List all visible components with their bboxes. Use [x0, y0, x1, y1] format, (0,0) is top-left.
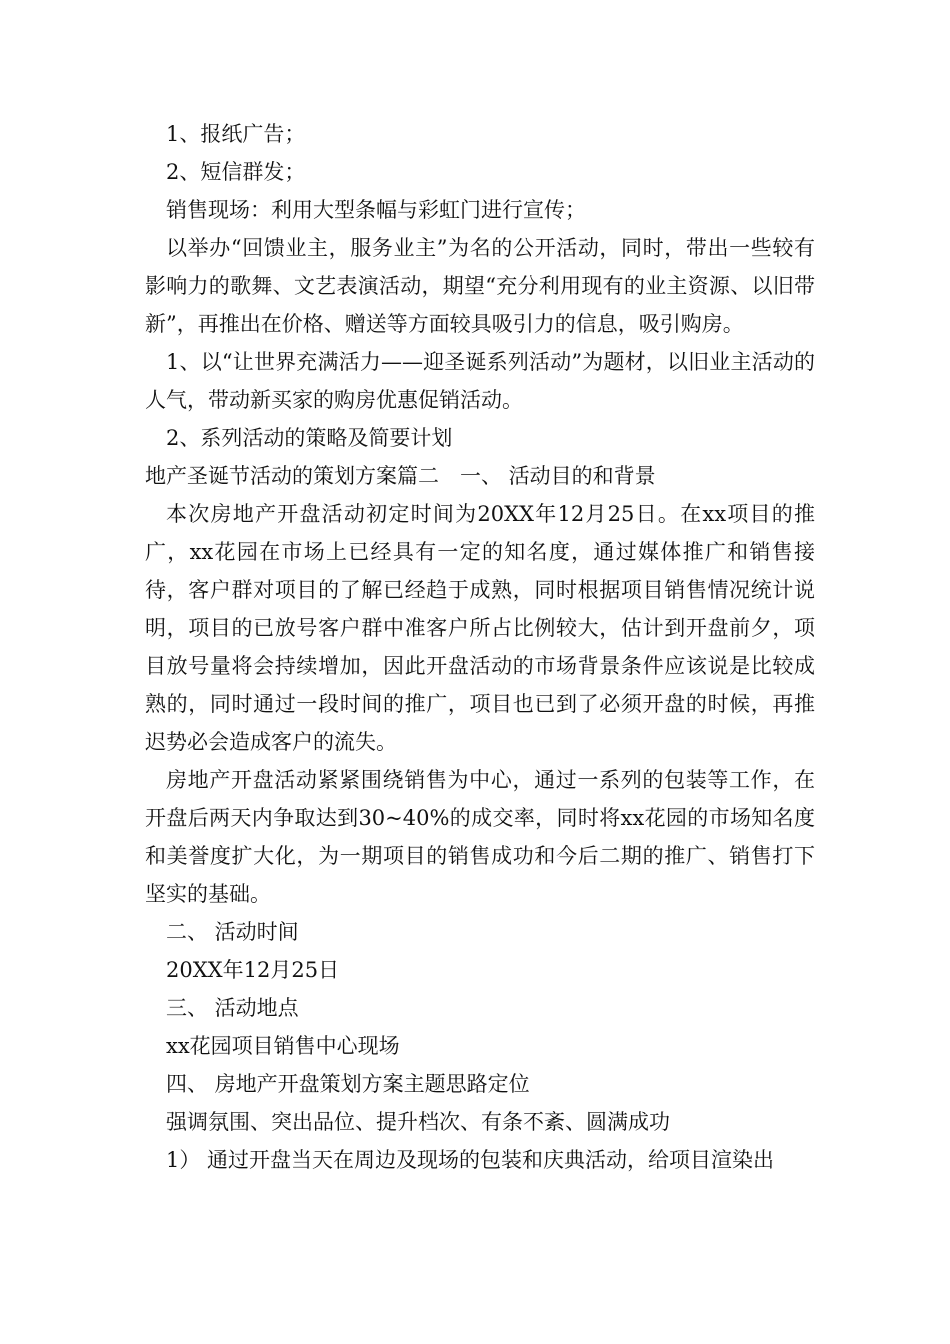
- paragraph-background: 本次房地产开盘活动初定时间为20XX年12月25日。在xx项目的推广，xx花园在市场上已经具有一定的知名度，通过媒体推广和销售接待，客户群对项目的了解已经趋于成熟，同时根据项目销售情况统计说明，项目的已放号客户群中准客户所占比例较大，估计到开盘前夕，项目放号量将会持续增加，因此开盘活动的市场背景条件应该说是比较成熟的，同时通过一段时间的推广，项目也已到了必须开盘的时候，再推迟势必会造成客户的流失。: [145, 502, 815, 754]
- paragraph-sms: 2、短信群发；: [166, 160, 306, 184]
- paragraph-strategy: 2、系列活动的策略及简要计划: [166, 426, 453, 450]
- document-body: [145, 115, 815, 1179]
- theme-keywords: 强调氛围、突出品位、提升档次、有条不紊、圆满成功: [166, 1110, 670, 1134]
- paragraph-sales-goal: 房地产开盘活动紧紧围绕销售为中心，通过一系列的包装等工作，在开盘后两天内争取达到30~40%的成交率，同时将xx花园的市场知名度和美誉度扩大化，为一期项目的销售成功和今后二期的推广、销售打下坚实的基础。: [145, 768, 815, 906]
- heading-event-time: 二、 活动时间: [166, 920, 299, 944]
- paragraph-newspaper-ad: 1、报纸广告；: [166, 122, 306, 146]
- paragraph-christmas-theme: 1、以“让世界充满活力——迎圣诞系列活动”为题材，以旧业主活动的人气，带动新买家的购房优惠促销活动。: [145, 350, 815, 412]
- event-location: xx花园项目销售中心现场: [166, 1034, 400, 1058]
- event-date: 20XX年12月25日: [166, 958, 340, 982]
- paragraph-public-event: 以举办“回馈业主，服务业主”为名的公开活动，同时，带出一些较有影响力的歌舞、文艺表演活动，期望“充分利用现有的业主资源、以旧带新”，再推出在价格、赠送等方面较具吸引力的信息，吸引购房。: [145, 236, 815, 336]
- paragraph-sales-site: 销售现场：利用大型条幅与彩虹门进行宣传；: [166, 198, 586, 222]
- heading-event-location: 三、 活动地点: [166, 996, 299, 1020]
- paragraph-opening-day: 1） 通过开盘当天在周边及现场的包装和庆典活动，给项目渲染出: [166, 1148, 775, 1172]
- section-heading-part-two: 地产圣诞节活动的策划方案篇二 一、 活动目的和背景: [145, 464, 656, 488]
- heading-theme-positioning: 四、 房地产开盘策划方案主题思路定位: [166, 1072, 530, 1096]
